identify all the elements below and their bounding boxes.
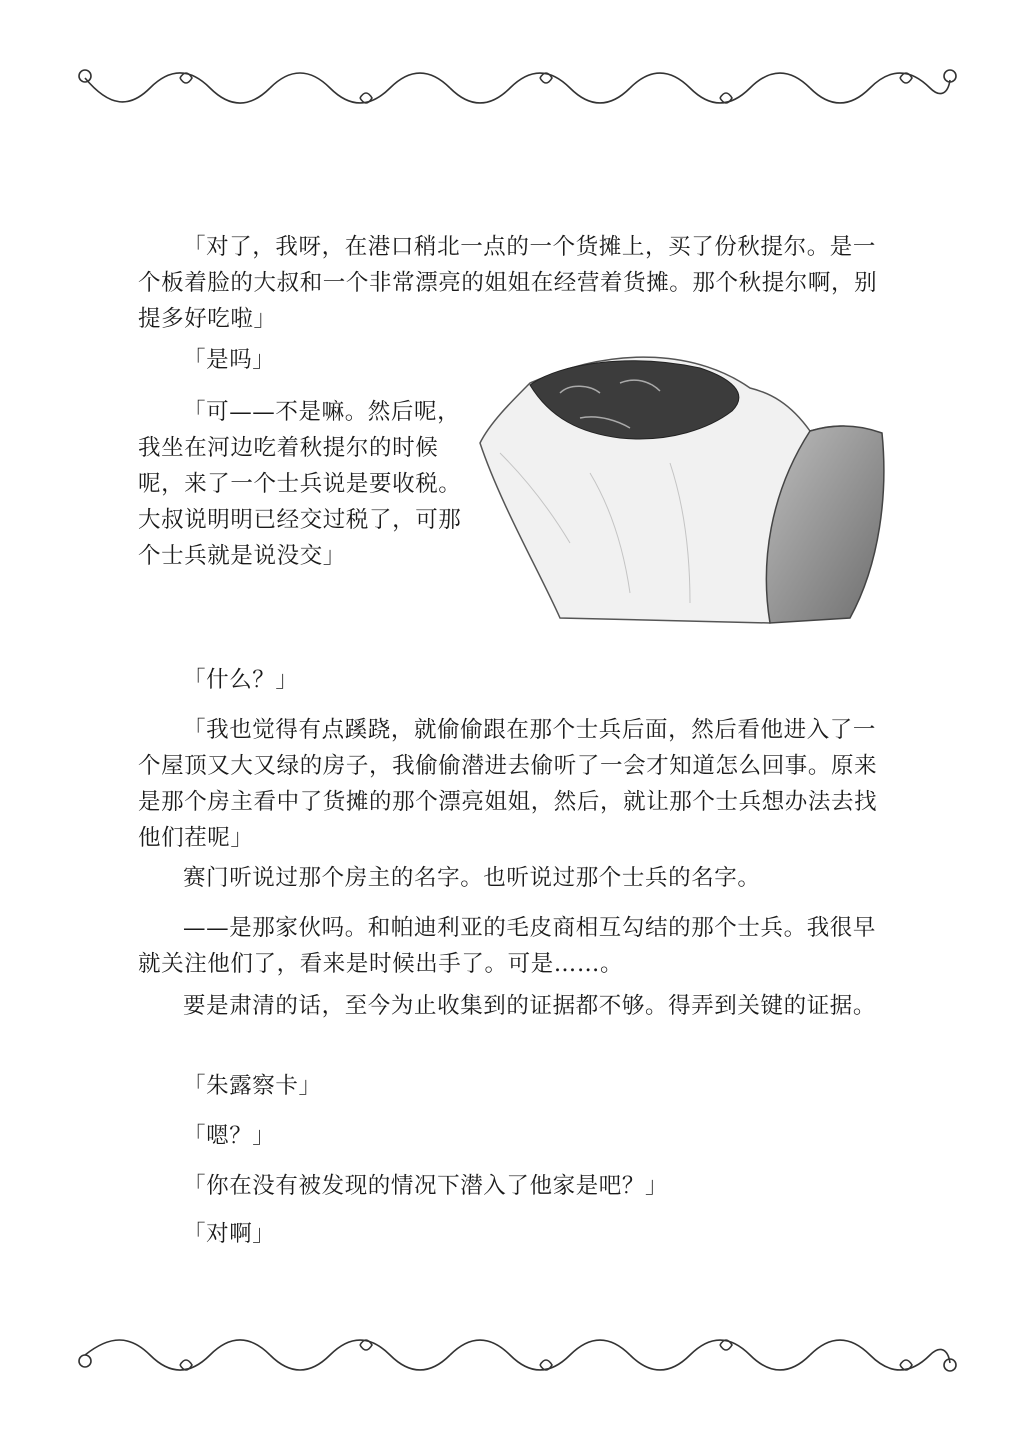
paragraph: 要是肃清的话，至今为止收集到的证据都不够。得弄到关键的证据。 <box>183 993 877 1019</box>
paragraph: 「你在没有被发现的情况下潜入了他家是吧？」 <box>183 1173 669 1199</box>
paragraph: 「是吗」 <box>183 347 276 373</box>
paragraph: 「对啊」 <box>183 1221 276 1247</box>
paragraph: 「嗯？」 <box>183 1123 276 1149</box>
paragraph: 「对了，我呀，在港口稍北一点的一个货摊上，买了份秋提尔。是一个板着脸的大叔和一个非常漂亮的姐姐在经营着货摊。那个秋提尔啊，别提多好吃啦」 <box>138 234 878 332</box>
paragraph: 「什么？」 <box>183 667 299 693</box>
paragraph: 「朱露察卡」 <box>183 1073 322 1099</box>
bottom-ornamental-border <box>70 1325 960 1385</box>
paragraph: 「我也觉得有点蹊跷，就偷偷跟在那个士兵后面，然后看他进入了一个屋顶又大又绿的房子，我偷偷潜进去偷听了一会才知道怎么回事。原来是那个房主看中了货摊的那个漂亮姐姐，然后，就让那个士兵想办法去找他们茬呢」 <box>138 717 878 851</box>
pastry-illustration <box>470 333 900 633</box>
paragraph: ——是那家伙吗。和帕迪利亚的毛皮商相互勾结的那个士兵。我很早就关注他们了，看来是时候出手了。可是……。 <box>138 915 877 977</box>
paragraph: 「可——不是嘛。然后呢，我坐在河边吃着秋提尔的时候呢，来了一个士兵说是要收税。大叔说明明已经交过税了，可那个士兵就是说没交」 <box>138 399 462 569</box>
top-ornamental-border <box>70 58 960 118</box>
paragraph: 赛门听说过那个房主的名字。也听说过那个士兵的名字。 <box>183 865 761 891</box>
